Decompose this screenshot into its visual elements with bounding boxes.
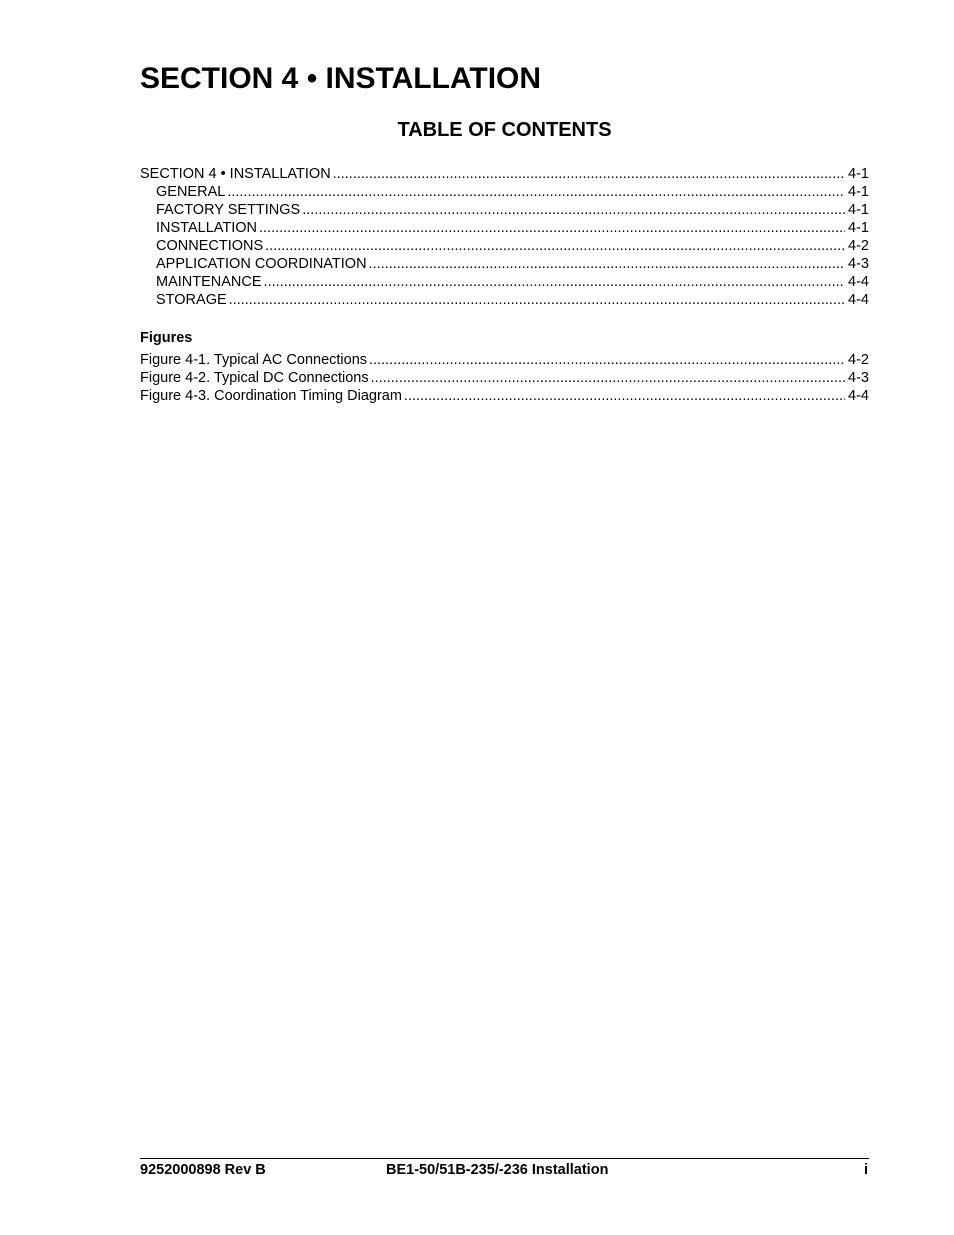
- toc-heading: TABLE OF CONTENTS: [397, 119, 612, 141]
- footer-document-number: 9252000898 Rev B: [140, 1162, 266, 1178]
- dot-leader: [404, 387, 845, 405]
- figures-list: [140, 329, 869, 405]
- figure-entry-label: Figure 4-1. Typical AC Connections: [140, 352, 368, 368]
- figure-entry-4-3[interactable]: [140, 387, 869, 405]
- toc-entry-page: 4-1: [848, 166, 869, 182]
- figure-entry-4-2[interactable]: [140, 369, 869, 387]
- dot-leader: [227, 183, 845, 201]
- figure-entry-label: Figure 4-2. Typical DC Connections: [140, 370, 369, 386]
- toc-entry-page: 4-4: [848, 274, 869, 290]
- dot-leader: [229, 291, 845, 309]
- dot-leader: [369, 351, 845, 369]
- figure-entry-page: 4-4: [848, 388, 869, 404]
- dot-leader: [369, 255, 845, 273]
- dot-leader: [264, 273, 845, 291]
- figure-entry-label: Figure 4-3. Coordination Timing Diagram: [140, 388, 402, 404]
- page-footer: [140, 1158, 869, 1181]
- toc-entry-label: SECTION 4 • INSTALLATION: [140, 166, 331, 182]
- footer-document-title: BE1-50/51B-235/-236 Installation: [386, 1162, 609, 1178]
- dot-leader: [333, 165, 845, 183]
- toc-entry-section-4[interactable]: [140, 165, 869, 183]
- dot-leader: [265, 237, 845, 255]
- toc-entry-general[interactable]: [140, 183, 869, 201]
- toc-entry-page: 4-1: [848, 184, 869, 200]
- figure-entry-4-1[interactable]: [140, 351, 869, 369]
- toc-entry-page: 4-1: [848, 202, 869, 218]
- toc-entry-storage[interactable]: [140, 291, 869, 309]
- toc-entry-application-coordination[interactable]: [140, 255, 869, 273]
- toc-entry-label: FACTORY SETTINGS: [156, 202, 301, 218]
- document-page: [140, 0, 869, 1235]
- figure-entry-page: 4-2: [848, 352, 869, 368]
- toc-entry-label: CONNECTIONS: [156, 238, 264, 254]
- toc-entry-label: INSTALLATION: [156, 220, 257, 236]
- toc-entry-label: GENERAL: [156, 184, 226, 200]
- dot-leader: [371, 369, 845, 387]
- toc-entry-page: 4-1: [848, 220, 869, 236]
- toc-entry-page: 4-4: [848, 292, 869, 308]
- figure-entry-page: 4-3: [848, 370, 869, 386]
- toc-entry-factory-settings[interactable]: [140, 201, 869, 219]
- dot-leader: [259, 219, 845, 237]
- toc-entry-page: 4-3: [848, 256, 869, 272]
- footer-page-number: i: [863, 1162, 868, 1178]
- dot-leader: [302, 201, 845, 219]
- section-title: SECTION 4 • INSTALLATION: [140, 62, 542, 95]
- figures-heading: Figures: [140, 330, 193, 346]
- toc-entry-label: APPLICATION COORDINATION: [156, 256, 367, 272]
- toc-entry-installation[interactable]: [140, 219, 869, 237]
- toc-entry-connections[interactable]: [140, 237, 869, 255]
- toc-entry-label: MAINTENANCE: [156, 274, 262, 290]
- toc-entry-label: STORAGE: [156, 292, 227, 308]
- toc-list: [140, 165, 869, 309]
- toc-entry-page: 4-2: [848, 238, 869, 254]
- toc-entry-maintenance[interactable]: [140, 273, 869, 291]
